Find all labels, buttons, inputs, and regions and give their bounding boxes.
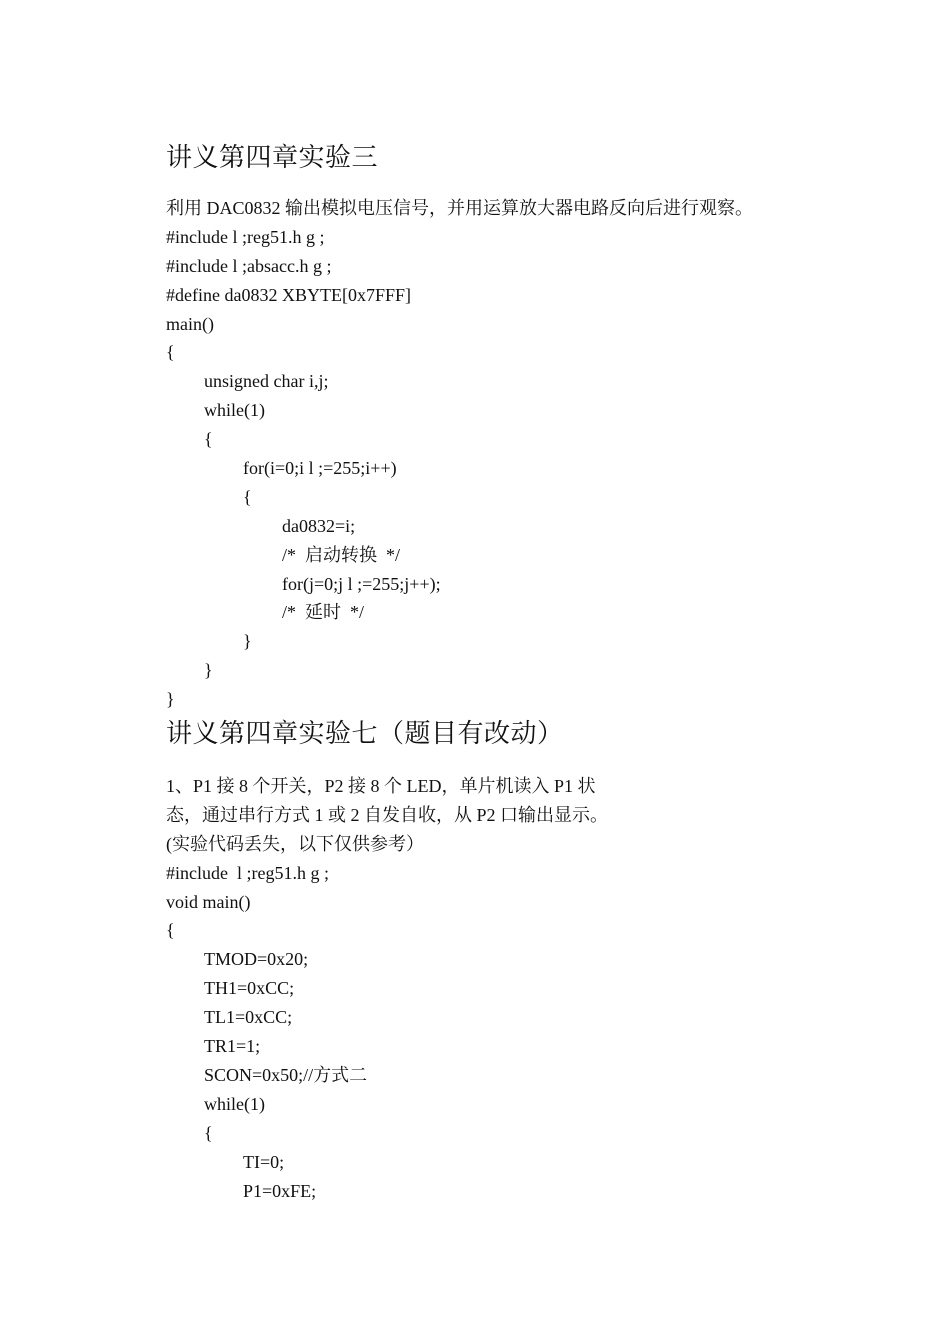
code-line: #include l ;reg51.h g ;	[166, 226, 325, 247]
code-line: TH1=0xCC;	[204, 978, 295, 999]
code-line: SCON=0x50;//方式二	[204, 1064, 368, 1085]
code-line: {	[166, 342, 175, 363]
section-1-title: 讲义第四章实验三	[166, 143, 379, 172]
section-2-code-block	[166, 859, 906, 1206]
code-line: TL1=0xCC;	[204, 1007, 293, 1028]
code-comment: /* 延时 */	[282, 602, 365, 623]
code-comment: /* 启动转换 */	[282, 544, 401, 565]
code-line: while(1)	[204, 1093, 265, 1114]
code-line: main()	[166, 313, 214, 334]
section-2-description-line-2: 态，通过串行方式 1 或 2 自发自收，从 P2 口输出显示。	[166, 804, 609, 825]
code-line: {	[204, 429, 213, 450]
code-line: }	[204, 660, 213, 681]
code-line: TR1=1;	[204, 1036, 261, 1057]
code-line: while(1)	[204, 400, 265, 421]
section-2-title: 讲义第四章实验七（题目有改动）	[166, 719, 564, 749]
code-line: #include l ;absacc.h g ;	[166, 255, 332, 276]
section-2-note: (实验代码丢失，以下仅供参考）	[166, 833, 424, 854]
code-line: TMOD=0x20;	[204, 949, 309, 970]
section-1-description: 利用 DAC0832 输出模拟电压信号，并用运算放大器电路反向后进行观察。	[166, 198, 754, 218]
code-line: for(j=0;j l ;=255;j++);	[282, 573, 441, 594]
code-line: P1=0xFE;	[243, 1180, 317, 1201]
code-line: {	[243, 486, 252, 507]
code-line: da0832=i;	[282, 515, 356, 536]
code-line: TI=0;	[243, 1151, 285, 1172]
code-line: }	[243, 631, 252, 652]
code-line: unsigned char i,j;	[204, 371, 329, 392]
code-line: void main()	[166, 891, 251, 912]
section-2-description-line-1: 1、P1 接 8 个开关，P2 接 8 个 LED，单片机读入 P1 状	[166, 776, 596, 797]
code-line: #include l ;reg51.h g ;	[166, 862, 329, 883]
code-line: }	[166, 689, 175, 710]
code-line: for(i=0;i l ;=255;i++)	[243, 458, 397, 479]
section-1-code-block	[166, 223, 906, 714]
code-line: {	[204, 1122, 213, 1143]
code-line: #define da0832 XBYTE[0x7FFF]	[166, 284, 411, 305]
code-line: {	[166, 920, 175, 941]
document-page	[166, 138, 906, 1205]
